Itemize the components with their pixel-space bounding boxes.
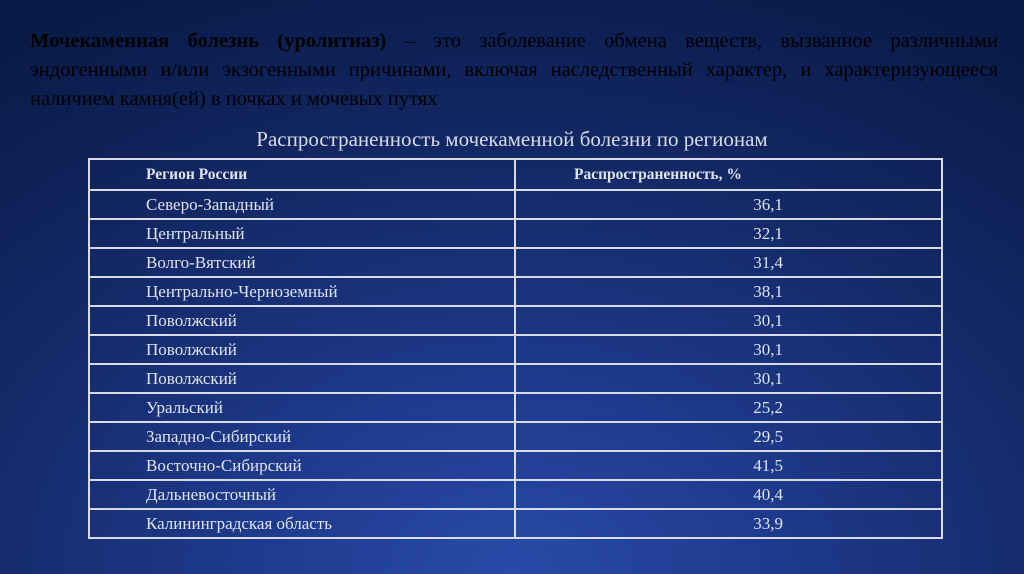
table-row bbox=[89, 306, 942, 335]
table-row bbox=[89, 480, 942, 509]
table-row bbox=[89, 509, 942, 538]
prevalence-cell: 30,1 bbox=[515, 306, 942, 335]
prevalence-cell: 31,4 bbox=[515, 248, 942, 277]
table-row bbox=[89, 248, 942, 277]
prevalence-cell: 29,5 bbox=[515, 422, 942, 451]
prevalence-cell: 30,1 bbox=[515, 335, 942, 364]
prevalence-cell: 41,5 bbox=[515, 451, 942, 480]
table-row bbox=[89, 422, 942, 451]
prevalence-cell: 38,1 bbox=[515, 277, 942, 306]
header-region: Регион России bbox=[89, 159, 515, 190]
table-row bbox=[89, 219, 942, 248]
region-cell: Поволжский bbox=[89, 306, 515, 335]
region-cell: Волго-Вятский bbox=[89, 248, 515, 277]
table-row bbox=[89, 393, 942, 422]
table-header-row bbox=[89, 159, 942, 190]
table-row bbox=[89, 364, 942, 393]
intro-paragraph bbox=[30, 27, 998, 114]
region-cell: Северо-Западный bbox=[89, 190, 515, 219]
intro-text: – это заболевание обмена веществ, вызванное различными эндогенными и/или экзогенными причинами, включая наследственный характер, и характеризующееся наличием камня(ей) в почках и мочевых путях bbox=[30, 29, 998, 110]
prevalence-cell: 33,9 bbox=[515, 509, 942, 538]
table-row bbox=[89, 335, 942, 364]
region-cell: Дальневосточный bbox=[89, 480, 515, 509]
table-row bbox=[89, 451, 942, 480]
region-cell: Центральный bbox=[89, 219, 515, 248]
header-prevalence: Распространенность, % bbox=[515, 159, 942, 190]
table-row bbox=[89, 277, 942, 306]
region-cell: Калининградская область bbox=[89, 509, 515, 538]
table-title: Распространенность мочекаменной болезни по регионам bbox=[256, 127, 768, 151]
region-cell: Западно-Сибирский bbox=[89, 422, 515, 451]
prevalence-cell: 36,1 bbox=[515, 190, 942, 219]
region-cell: Центрально-Черноземный bbox=[89, 277, 515, 306]
prevalence-table bbox=[88, 158, 943, 539]
prevalence-cell: 25,2 bbox=[515, 393, 942, 422]
region-cell: Поволжский bbox=[89, 364, 515, 393]
region-cell: Поволжский bbox=[89, 335, 515, 364]
region-cell: Уральский bbox=[89, 393, 515, 422]
prevalence-cell: 40,4 bbox=[515, 480, 942, 509]
prevalence-cell: 32,1 bbox=[515, 219, 942, 248]
region-cell: Восточно-Сибирский bbox=[89, 451, 515, 480]
table-row bbox=[89, 190, 942, 219]
intro-term: Мочекаменная болезнь (уролитиаз) bbox=[30, 29, 387, 52]
prevalence-cell: 30,1 bbox=[515, 364, 942, 393]
